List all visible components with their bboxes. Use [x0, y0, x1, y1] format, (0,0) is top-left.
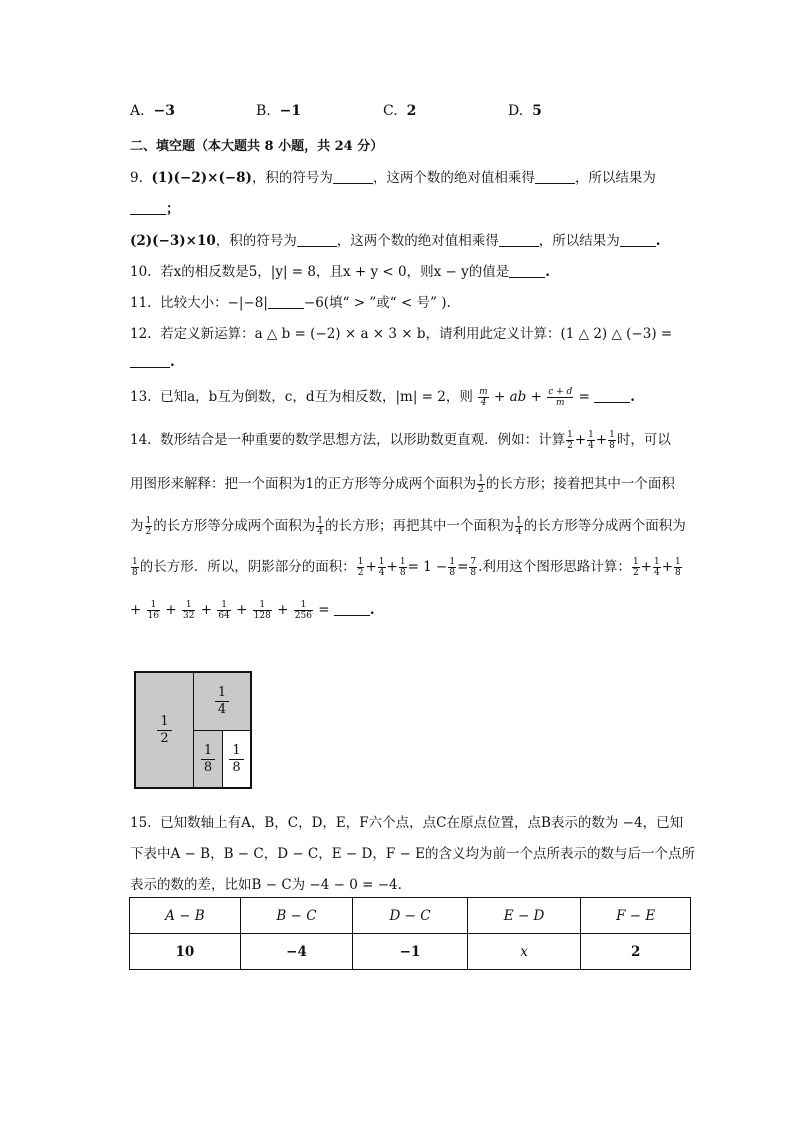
- q14-line1: 14. 数形结合是一种重要的数学思想方法，以形助数更直观．例如：计算 $\frac{1}{2}$ + $\frac{1}{4}$ + $\frac{1}{8}$ 时，可以: [130, 430, 671, 451]
- q15-line1: 15. 已知数轴上有A，B，C，D，E，F六个点，点C在原点位置，点B表示的数为 −4，已知: [130, 815, 684, 831]
- option-d: D. 5: [508, 103, 542, 119]
- answer-blank[interactable]: [333, 169, 373, 184]
- answer-blank[interactable]: [268, 294, 304, 309]
- q12-line2: .: [130, 353, 175, 370]
- q15-line3: 表示的数的差，比如B − C为 −4 − 0 = −4.: [130, 877, 402, 893]
- q14-line2: 用图形来解释：把一个面积为1的正方形等分成两个面积为 $\frac{1}{2}$ 的长方形；接着把其中一个面积: [130, 474, 675, 495]
- area-model-figure: [134, 671, 252, 789]
- fraction: $\frac{c + d}{m}$: [548, 387, 573, 408]
- table-header-cell: B − C: [240, 898, 352, 934]
- option-c: C. 2: [383, 103, 417, 119]
- table-cell: 10: [130, 934, 241, 970]
- table-header-row: [130, 898, 691, 934]
- answer-blank[interactable]: [130, 353, 170, 368]
- eighth-region-shaded: 1 8: [193, 730, 223, 788]
- q14-line5: + $\frac{1}{16}$ + $\frac{1}{32}$ + $\frac{1}{64}$ + $\frac{1}{128}$ + $\frac{1}{256}$ = .: [130, 600, 375, 621]
- section-title: 二、填空题（本大题共 8 小题，共 24 分）: [130, 139, 384, 154]
- table-cell: x: [467, 934, 580, 970]
- table-cell: 2: [581, 934, 691, 970]
- table-cell: −4: [240, 934, 352, 970]
- quarter-region: 1 4: [193, 672, 251, 731]
- eighth-region-blank: 1 8: [222, 730, 251, 788]
- answer-blank[interactable]: [509, 263, 545, 278]
- answer-blank[interactable]: [130, 200, 166, 215]
- option-a: A. −3: [130, 103, 175, 119]
- answer-blank[interactable]: [535, 169, 575, 184]
- table-row: [130, 934, 691, 970]
- option-b: B. −1: [256, 103, 302, 119]
- q12-line1: 12. 若定义新运算：a △ b = (−2) × a × 3 × b，请利用此定义计算：(1 △ 2) △ (−3) =: [130, 326, 673, 342]
- table-header-cell: D − C: [353, 898, 468, 934]
- q9-line2: ；: [130, 197, 180, 217]
- half-region: 1 2: [135, 672, 194, 788]
- q10: 10. 若x的相反数是5，|y| = 8，且x + y < 0，则x − y的值是 .: [130, 264, 550, 280]
- answer-blank[interactable]: [620, 232, 656, 247]
- q13: 13. 已知a，b互为倒数，c，d互为相反数，|m| = 2，则 $\frac{m}{4}$ + ab + $\frac{c + d}{m}$ = .: [130, 387, 635, 408]
- q9-line1: 9. (1)(−2)×(−8)，积的符号为 ，这两个数的绝对值相乘得 ，所以结果为: [130, 170, 656, 186]
- answer-blank[interactable]: [594, 388, 630, 403]
- q14-line4: $\frac{1}{8}$ 的长方形．所以，阴影部分的面积： $\frac{1}{2}$ + $\frac{1}{4}$ + $\frac{1}{8}$ = 1 − $\frac{1}{8}$ = $\frac{7}{8}$ .利用这个图形思路计算： $\frac{1}{2}$ + $\frac{1}{4}$ + $\frac{1}{8}$: [132, 557, 681, 578]
- q11: 11. 比较大小：−|−8| −6(填“ > ”或“ < 号” ).: [130, 295, 451, 311]
- q9-line3: (2)(−3)×10，积的符号为 ，这两个数的绝对值相乘得 ，所以结果为 .: [130, 233, 661, 249]
- table-header-cell: F − E: [581, 898, 691, 934]
- table-cell: −1: [353, 934, 468, 970]
- table-header-cell: A − B: [130, 898, 241, 934]
- q15-line2: 下表中A − B，B − C，D − C，E − D，F − E的含义均为前一个点所表示的数与后一个点所: [130, 846, 695, 862]
- difference-table: [129, 897, 691, 970]
- answer-blank[interactable]: [499, 232, 539, 247]
- fraction: $\frac{m}{4}$: [479, 387, 488, 408]
- answer-blank[interactable]: [334, 601, 370, 616]
- q14-line3: 为 $\frac{1}{2}$ 的长方形等分成两个面积为 $\frac{1}{4}$ 的长方形；再把其中一个面积为 $\frac{1}{4}$ 的长方形等分成两个面积为: [130, 516, 686, 537]
- answer-blank[interactable]: [297, 232, 337, 247]
- table-header-cell: E − D: [467, 898, 580, 934]
